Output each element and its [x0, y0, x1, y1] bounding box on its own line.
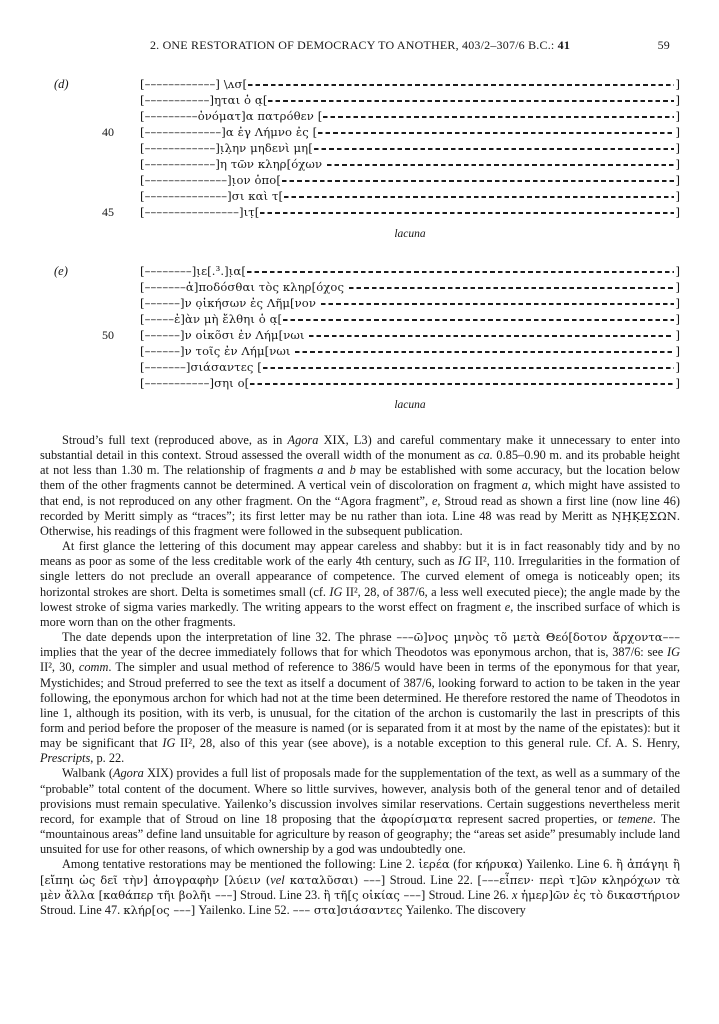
inscription-line — [40, 327, 680, 343]
text-run: The date depends upon the interpretation of line 32. The phrase — [62, 630, 397, 645]
inscription-line — [40, 188, 680, 204]
italic-run: IG — [162, 736, 176, 751]
greek-run: ἢ τῆ[ς οἰκίας –––] — [323, 887, 426, 902]
text-run: , Stroud read as shown a first line (now line 46) recorded by Meritt simply as “traces”; its first letter may be nu rather than iota. Line 48 was read by Meritt as — [40, 493, 681, 523]
closing-bracket: ] — [675, 77, 680, 91]
text-run: Stroud’s full text (reproduced above, as in — [62, 433, 288, 447]
text-run: Stroud. Line 47. — [40, 902, 124, 917]
restoration-dashes — [284, 196, 674, 197]
italic-run: Agora — [112, 766, 144, 781]
text-run: Walbank ( — [62, 766, 113, 781]
text-run: and — [323, 463, 350, 478]
fragment-block — [40, 76, 680, 241]
text-run: Stroud. Line 26. — [425, 887, 512, 902]
italic-run: IG — [666, 645, 680, 660]
fragment-label: (d) — [54, 77, 69, 91]
lacuna-label: lacuna — [394, 228, 426, 240]
closing-bracket: ] — [675, 280, 680, 294]
greek-run: –––ῶ]νος μηνὸς τõ μετὰ Θεό[δοτον ἄρχοντα––– — [396, 630, 680, 645]
page-number: 59 — [657, 38, 670, 52]
text-run: XIX, L3) and careful commentary make it unnecessary to enter into substantial detail in this context. Stroud assessed the overall width of the monument as — [40, 433, 680, 463]
closing-bracket: ] — [675, 93, 680, 107]
inscription-text: [––––––––]ι̣ε[.³.]ι̣α[ — [140, 264, 246, 278]
italic-run: x — [511, 887, 518, 902]
inscription-text: [––––––]ν ο̣ἰκήσων ἐς Λῆμ[νον — [140, 296, 320, 310]
text-run: ) Yailenko. Line 6. — [518, 857, 617, 872]
inscription-line — [40, 343, 680, 359]
inscription-text: [––––––––––––––––]ιτ̣[ — [140, 205, 260, 219]
italic-run: Prescripts — [40, 751, 91, 766]
closing-bracket: ] — [675, 141, 680, 155]
text-run: represent sacred properties, or — [452, 811, 618, 826]
italic-run: comm — [78, 660, 109, 675]
inscription-text: [–––––ἐ]ὰν μὴ ἔλθηι ὁ α̣[ — [140, 312, 283, 326]
inscription-text: [––––––––––––]η τῶν κληρ[όχων — [140, 157, 326, 171]
text-run: II², 30, — [40, 660, 79, 675]
text-run: II², 110. Irregularities in the formation of single letters do not preclude an overall appearance of competence. The curved element of omega is noticeably open; its horizontal strokes are short. Delta is sometimes small (cf. — [40, 554, 680, 599]
inscription-text: [–––––––ἀ]ποδόσθαι τὸς κληρ[όχος — [140, 280, 348, 294]
italic-run: vel — [270, 872, 285, 887]
line-number: 45 — [102, 205, 114, 219]
commentary-text — [40, 433, 680, 918]
italic-run: e — [504, 599, 511, 614]
running-head-title: 2. ONE RESTORATION OF DEMOCRACY TO ANOTHER, 403/2–307/6 B.C.: — [149, 38, 558, 52]
restoration-dashes — [318, 132, 674, 133]
inscription-text: [––––––]ν οἰκõσι ἐν Λήμ[νωι — [140, 328, 309, 342]
text-run: , the inscribed surface of which is more worn than on the other fragments. — [40, 599, 680, 629]
inscription-line — [40, 359, 680, 375]
closing-bracket: ] — [675, 344, 680, 358]
italic-run: ca. — [478, 448, 493, 463]
text-run: may be established with some accuracy, but the location below them of the other fragments cannot be determined. A vertical vein of discoloration on fragment — [40, 463, 681, 493]
closing-bracket: ] — [675, 205, 680, 219]
greek-run: κλήρ[ος –––] — [123, 902, 196, 917]
italic-run: IG — [458, 554, 472, 569]
restoration-dashes — [260, 212, 674, 213]
italic-run: b — [349, 463, 356, 478]
paragraph — [40, 539, 680, 630]
italic-run: temene — [617, 811, 653, 826]
closing-bracket: ] — [675, 328, 680, 342]
epigraphic-fragments — [40, 76, 680, 412]
closing-bracket: ] — [675, 173, 680, 187]
inscription-text: [–––––––––––––]α ἐγ Λήμνο ἐς [ — [140, 125, 318, 139]
inscription-line — [40, 76, 680, 92]
fragment-block — [40, 263, 680, 412]
greek-run: ––– στα]σιάσαντες — [292, 902, 403, 917]
text-run: . Otherwise, his readings of this fragment were followed in the subsequent publication. — [40, 508, 680, 538]
restoration-dashes — [282, 180, 675, 181]
closing-bracket: ] — [675, 125, 680, 139]
inscription-text: [–––––––]σιάσαντες [ — [140, 360, 262, 374]
text-run: . The “mountainous areas” define land unsuitable for agriculture by reason of geography; the “areas set aside” presumably include land unsuited for use for other reasons, of which ownership by a god was undoubtedly one. — [40, 811, 681, 857]
text-run: Yailenko. The discovery — [402, 902, 526, 917]
greek-run: καταλῦσαι) –––] — [284, 872, 386, 887]
line-number: 50 — [102, 328, 114, 342]
closing-bracket: ] — [675, 376, 680, 390]
inscription-line — [40, 279, 680, 295]
closing-bracket: ] — [675, 157, 680, 171]
inscription-text: [––––––]ν τοῖς ἐν Λήμ[νωι — [140, 344, 295, 358]
restoration-dashes — [309, 335, 674, 336]
text-run: Among tentative restorations may be mentioned the following: Line 2. — [62, 857, 419, 872]
greek-run: ἱερέα — [418, 857, 450, 872]
restoration-dashes — [323, 116, 674, 117]
text-run: At first glance the lettering of this document may appear careless and shabby: but it is in fact reasonably tidy and by no means as poor as some of the less creditable work of the early 4th century, such as — [40, 539, 680, 569]
running-head — [40, 38, 680, 54]
text-run: Yailenko. Line 52. — [195, 902, 293, 917]
italic-run: a — [521, 478, 528, 493]
closing-bracket: ] — [675, 360, 680, 374]
text-run: . The simpler and usual method of reference to 386/5 would have been in terms of the eponymous for that year, Mystichides; and Stroud preferred to see the text as itself a document of 387/6, looking forward to action to be taken in the year following, the eponymous archon for which had not at the time been determined. He therefore restored the name of Theodotos in line 1, although its position, with its verb, is unusual, for the citation of the archon is customarily the last in prescripts of this form and period before the proposer of the measure is named (or is separated from it at most by the name of the epistates): but it may be significant that — [40, 660, 680, 751]
inscription-text: [––––––––––––]ι̣λ̣ην μηδενὶ μη[ — [140, 141, 313, 155]
inscription-text: [––––––––––––––]σι καὶ τ[ — [140, 189, 284, 203]
inscription-line — [40, 156, 680, 172]
paragraph — [40, 630, 680, 766]
restoration-dashes — [321, 303, 675, 304]
inscription-text: [–––––––––ὀνόματ]α πατρόθεν [ — [140, 109, 323, 123]
closing-bracket: ] — [675, 264, 680, 278]
inscription-line — [40, 92, 680, 108]
italic-run: IG — [329, 584, 343, 599]
inscription-line — [40, 375, 680, 391]
inscription-line — [40, 172, 680, 188]
closing-bracket: ] — [675, 296, 680, 310]
inscription-line — [40, 204, 680, 220]
greek-run: ἡμερ]ῶν ἐς τὸ δικαστήριον — [517, 887, 681, 902]
restoration-dashes — [283, 319, 674, 320]
restoration-dashes — [268, 100, 674, 101]
inscription-line — [40, 311, 680, 327]
restoration-dashes — [247, 271, 675, 272]
text-run: Stroud. Line 22. — [385, 872, 478, 887]
greek-run: ἢ ἀπάγηι ἢ [εἴπηι ὡς δεῖ τὴν] ἀπογραφὴν [λύειν ( — [40, 857, 680, 887]
text-run: 0.85–0.90 m. and its probable height at not less than 1.30 m. The relationship of fragments — [40, 448, 680, 478]
inscription-text: [––––––––––––] \ʌσ[ — [140, 77, 248, 91]
inscription-text: [––––––––––––––]ι̣ον ὁπο[ — [140, 173, 281, 187]
paragraph — [40, 766, 680, 857]
line-number: 40 — [102, 125, 114, 139]
text-run: II², 28, also of this year (see above), is a notable exception to this general rule. Cf. A. S. Henry, — [175, 736, 680, 751]
text-run: II², 28, of 387/6, a less well executed piece); the angle made by the lowest stroke of sigma varies markedly. The writing appears to the worst effect on fragment — [40, 584, 680, 614]
closing-bracket: ] — [675, 109, 680, 123]
closing-bracket: ] — [675, 312, 680, 326]
italic-run: Agora — [287, 433, 319, 447]
text-run: , which might have assisted to that end, is not reproduced on any other fragment. On the “Agora fragment”, — [40, 478, 680, 508]
paragraph — [40, 433, 680, 539]
inscription-text: [–––––––––––]η̣ται ὁ α̣[ — [140, 93, 268, 107]
restoration-dashes — [314, 148, 675, 149]
text-run: Stroud. Line 23. — [236, 887, 324, 902]
inscription-line — [40, 108, 680, 124]
restoration-dashes — [295, 351, 674, 352]
fragment-label: (e) — [54, 264, 68, 278]
greek-run: Ν̣Η̣Κ̣Ε̣ΣΩΝ — [611, 508, 677, 523]
restoration-dashes — [327, 164, 675, 165]
paragraph — [40, 857, 680, 918]
inscription-text: [–––––––––––]σηι ο[ — [140, 376, 250, 390]
inscription-line — [40, 263, 680, 279]
inscription-line — [40, 295, 680, 311]
greek-run: [–––εἶπεν· περὶ τ]ῶν κληρόχων τὰ μὲν ἄλλα [καθάπερ τῆι βολῆι –––] — [40, 872, 681, 902]
restoration-dashes — [349, 287, 675, 288]
inscription-line — [40, 124, 680, 140]
restoration-dashes — [263, 367, 675, 368]
italic-run: e — [431, 493, 438, 508]
text-run: , p. 22. — [90, 751, 125, 766]
inscription-line — [40, 140, 680, 156]
text-run: (for — [449, 857, 476, 872]
closing-bracket: ] — [675, 189, 680, 203]
italic-run: a — [317, 463, 324, 478]
document-number: 41 — [557, 38, 571, 52]
restoration-dashes — [248, 84, 674, 85]
restoration-dashes — [250, 383, 674, 384]
text-run: XIX) provides a full list of proposals made for the supplementation of the text, as well as a summary of the “probable” total content of the document. Where so little survives, however, analysis both of the general tenor and of detailed provisions must remain speculative. Yailenko’s discussion involves similar reservations. Certain suggestions nevertheless merit record, for example that of Stroud on line 18 proposing that the — [40, 766, 680, 826]
greek-run: κήρυκα — [475, 857, 519, 872]
lacuna-label: lacuna — [394, 399, 426, 411]
text-run: implies that the year of the decree immediately follows that for which Theodotos was eponymous archon, that is, 387/6: see — [40, 645, 667, 660]
greek-run: ἀφορίσματα — [380, 811, 453, 826]
